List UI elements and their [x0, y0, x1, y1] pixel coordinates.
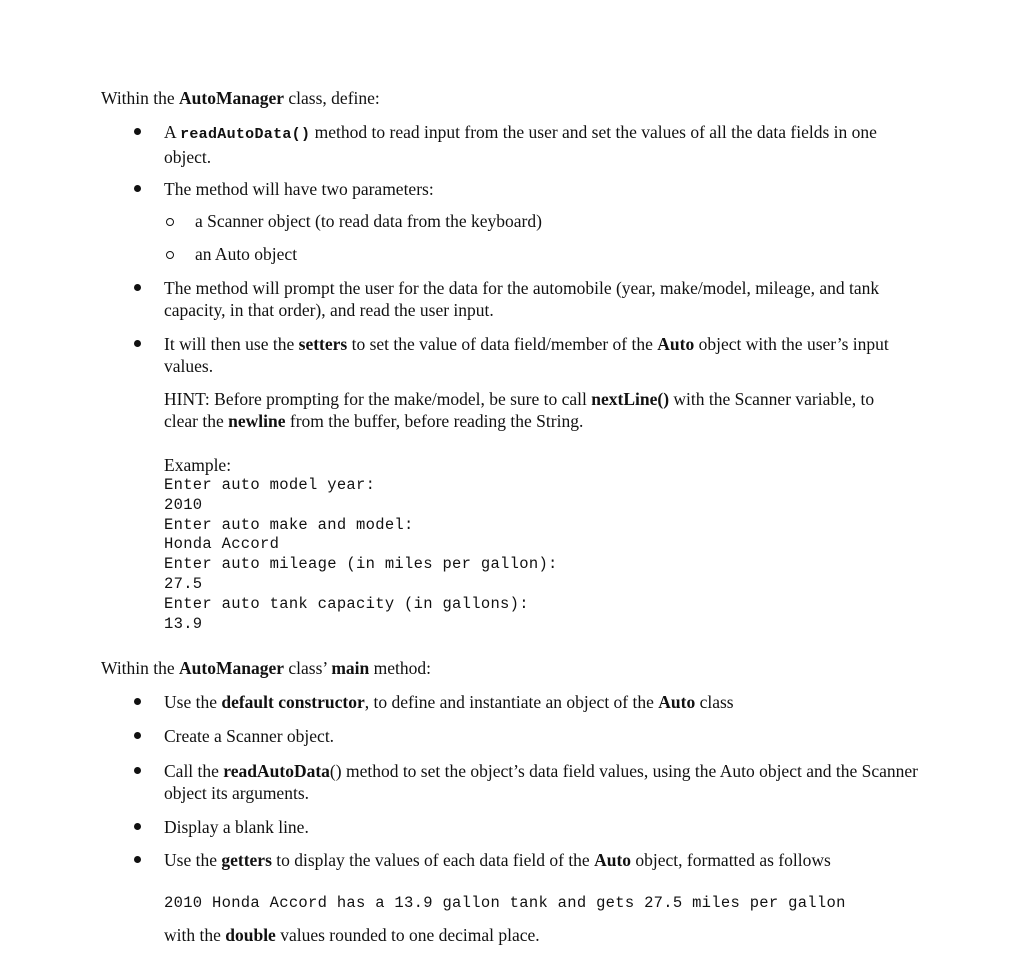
- bullet-icon: [134, 767, 141, 774]
- section1-heading: Within the AutoManager class, define:: [101, 88, 380, 108]
- bullet-blank-line: Display a blank line.: [164, 817, 309, 837]
- rounding-note: with the double values rounded to one decimal place.: [164, 925, 540, 945]
- bullet-getters: Use the getters to display the values of each data field of the Auto object, formatted as follows: [164, 850, 831, 870]
- code-line: Enter auto tank capacity (in gallons):: [164, 594, 529, 613]
- code-line: 13.9: [164, 614, 203, 633]
- bullet-icon: [134, 823, 141, 830]
- bullet-setters: It will then use the setters to set the value of data field/member of the Auto object with the user’s input values.: [164, 334, 889, 376]
- bullet-icon: [134, 856, 141, 863]
- bullet-prompt: The method will prompt the user for the data for the automobile (year, make/model, mileage, and tank capacity, in that order), and read the user input.: [164, 278, 880, 320]
- bullet-create-scanner: Create a Scanner object.: [164, 726, 335, 746]
- bullet-icon: [134, 128, 141, 135]
- code-line: 27.5: [164, 574, 203, 593]
- bullet-call-readautodata: Call the readAutoData() method to set the object’s data field values, using the Auto object and the Scanner object its arguments.: [164, 761, 918, 803]
- bullet-icon: [134, 698, 141, 705]
- bullet-readautodata: A readAutoData() method to read input from the user and set the values of all the data fields in one object.: [164, 122, 877, 167]
- code-line: Enter auto mileage (in miles per gallon):: [164, 555, 558, 574]
- bullet-parameters: The method will have two parameters:: [164, 179, 434, 199]
- section2-heading: Within the AutoManager class’ main method:: [101, 658, 431, 678]
- code-line: 2010: [164, 495, 203, 514]
- code-line: Enter auto model year:: [164, 476, 376, 494]
- sub-bullet-scanner: a Scanner object (to read data from the keyboard): [195, 211, 542, 231]
- code-line: Enter auto make and model:: [164, 515, 414, 534]
- bullet-icon: [134, 732, 141, 739]
- example-code: [164, 476, 924, 634]
- bullet-icon: [134, 185, 141, 192]
- bullet-icon: [134, 284, 141, 291]
- sub-bullet-auto: an Auto object: [195, 244, 298, 264]
- hint-paragraph: HINT: Before prompting for the make/model, be sure to call nextLine() with the Scanner variable, to clear the newline from the buffer, before reading the String.: [164, 389, 875, 431]
- output-format-code: 2010 Honda Accord has a 13.9 gallon tank and gets 27.5 miles per gallon: [164, 894, 846, 912]
- sub-bullet-icon: [166, 251, 174, 259]
- code-line: Honda Accord: [164, 535, 280, 554]
- sub-bullet-icon: [166, 218, 174, 226]
- example-label: Example:: [164, 455, 232, 475]
- bullet-icon: [134, 340, 141, 347]
- bullet-default-constructor: Use the default constructor, to define and instantiate an object of the Auto class: [164, 692, 734, 712]
